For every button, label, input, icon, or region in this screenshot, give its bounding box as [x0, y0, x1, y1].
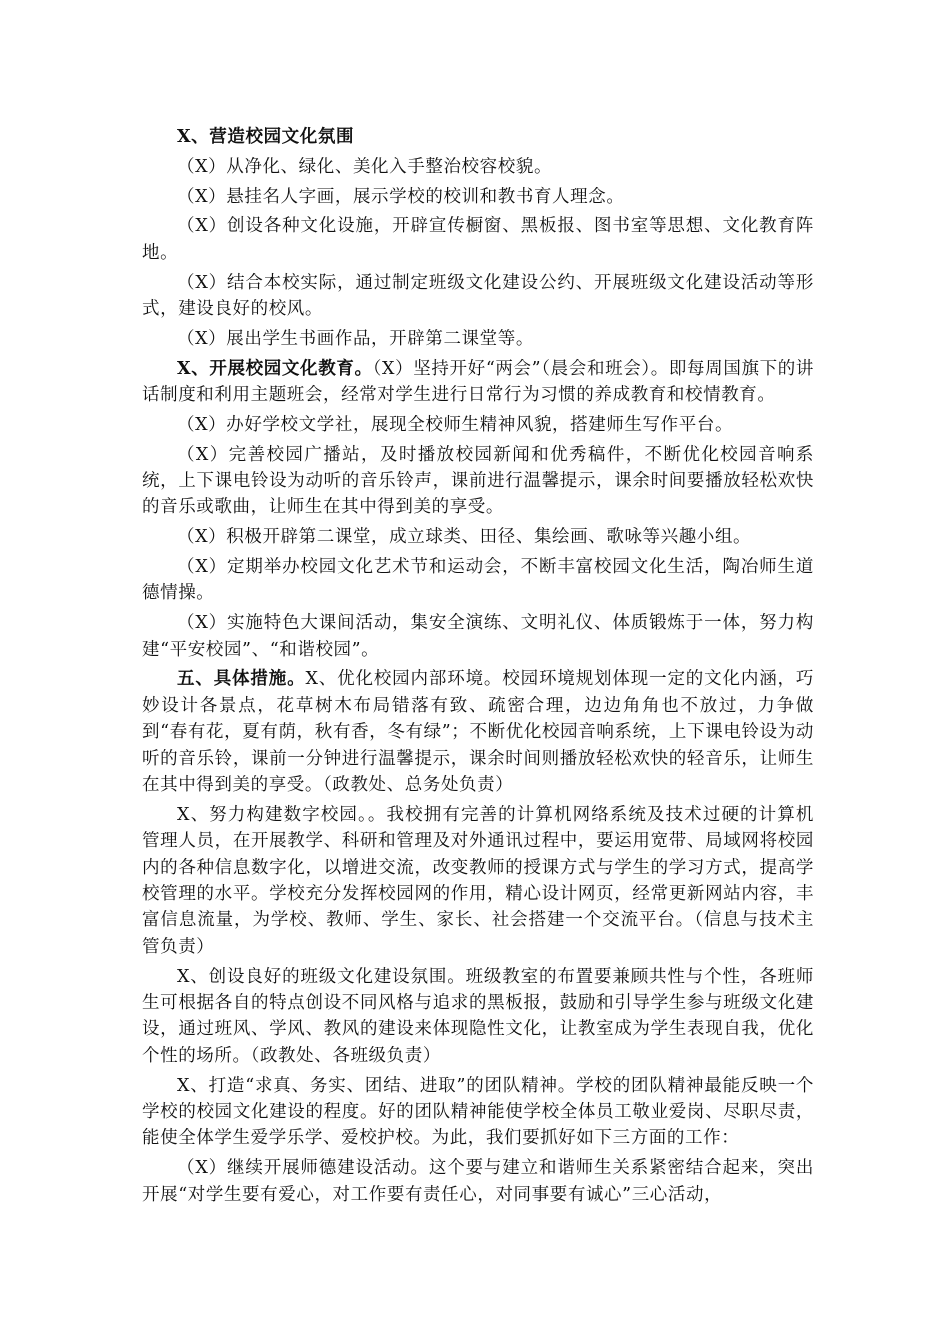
paragraph-text: （X）结合本校实际，通过制定班级文化建设公约、开展班级文化建设活动等形式，建设良好的校风。 [142, 272, 814, 319]
paragraph-text: （X）定期举办校园文化艺术节和运动会，不断丰富校园文化生活，陶冶师生道德情操。 [142, 557, 814, 604]
paragraph-text: X、创设良好的班级文化建设氛围。班级教室的布置要兼顾共性与个性，各班师生可根据各自的特点创设不同风格与追求的黑板报，鼓励和引导学生参与班级文化建设，通过班风、学风、教风的建设来体现隐性文化，让教室成为学生表现自我，优化个性的场所。（政教处、各班级负责） [142, 966, 814, 1066]
section-heading: 五、具体措施。 [177, 669, 306, 690]
paragraph [142, 802, 814, 960]
paragraph-text: （X）完善校园广播站，及时播放校园新闻和优秀稿件，不断优化校园音响系统，上下课电铃设为动听的音乐铃声，课前进行温馨提示，课余时间要播放轻松欢快的音乐或歌曲，让师生在其中得到美的享受。 [142, 444, 814, 518]
paragraph [142, 184, 814, 210]
paragraph-text: X、优化校园内部环境。校园环境规划体现一定的文化内涵，巧妙设计各景点，花草树木布局错落有致、疏密合理，边边角角也不放过，力争做到“春有花，夏有荫，秋有香，冬有绿”；不断优化校园音响系统，上下课电铃设为动听的音乐铃，课前一分钟进行温馨提示，课余时间则播放轻松欢快的轻音乐，让师生在其中得到美的享受。（政教处、总务处负责） [142, 669, 814, 796]
paragraph-text: （X）坚持开好“两会”（晨会和班会）。即每周国旗下的讲话制度和利用主题班会，经常对学生进行日常行为习惯的养成教育和校情教育。 [142, 358, 814, 405]
paragraph [142, 326, 814, 352]
paragraph [142, 666, 814, 798]
paragraph-text: X、努力构建数字校园。。我校拥有完善的计算机网络系统及技术过硬的计算机管理人员，在开展教学、科研和管理及对外通讯过程中，要运用宽带、局域网将校园内的各种信息数字化，以增进交流，改变教师的授课方式与学生的学习方式，提高学校管理的水平。学校充分发挥校园网的作用，精心设计网页，经常更新网站内容，丰富信息流量，为学校、教师、学生、家长、社会搭建一个交流平台。（信息与技术主管负责） [142, 804, 814, 957]
paragraph [142, 356, 814, 409]
paragraph [142, 554, 814, 607]
paragraph [142, 1073, 814, 1152]
section-heading: X、开展校园文化教育。 [177, 358, 373, 379]
paragraph-text: （X）悬挂名人字画，展示学校的校训和教书育人理念。 [177, 186, 625, 207]
paragraph-text: （X）创设各种文化设施，开辟宣传橱窗、黑板报、图书室等思想、文化教育阵地。 [142, 216, 814, 263]
paragraph [142, 524, 814, 550]
paragraph [142, 1155, 814, 1208]
paragraph [142, 442, 814, 521]
paragraph-text: （X）办好学校文学社，展现全校师生精神风貌，搭建师生写作平台。 [177, 414, 734, 435]
paragraph-text: X、打造“求真、务实、团结、进取”的团队精神。学校的团队精神最能反映一个学校的校园文化建设的程度。好的团队精神能使学校全体员工敬业爱岗、尽职尽责，能使全体学生爱学乐学、爱校护校。为此，我们要抓好如下三方面的工作： [142, 1075, 814, 1149]
document-page [142, 124, 814, 1211]
paragraph-text: （X）继续开展师德建设活动。这个要与建立和谐师生关系紧密结合起来，突出开展“对学生要有爱心，对工作要有责任心，对同事要有诚心”三心活动， [142, 1158, 814, 1205]
paragraph-text: （X）实施特色大课间活动，集安全演练、文明礼仪、体质锻炼于一体，努力构建“平安校园”、“和谐校园”。 [142, 613, 814, 660]
paragraph [142, 610, 814, 663]
paragraph [142, 412, 814, 438]
paragraph-text: （X）积极开辟第二课堂，成立球类、田径、集绘画、歌咏等兴趣小组。 [177, 527, 752, 548]
paragraph [142, 270, 814, 323]
paragraph [142, 124, 814, 150]
section-heading: X、营造校园文化氛围 [177, 127, 355, 147]
paragraph [142, 154, 814, 180]
paragraph [142, 964, 814, 1070]
paragraph [142, 213, 814, 266]
paragraph-text: （X）从净化、绿化、美化入手整治校容校貌。 [177, 156, 553, 177]
paragraph-text: （X）展出学生书画作品，开辟第二课堂等。 [177, 328, 534, 349]
